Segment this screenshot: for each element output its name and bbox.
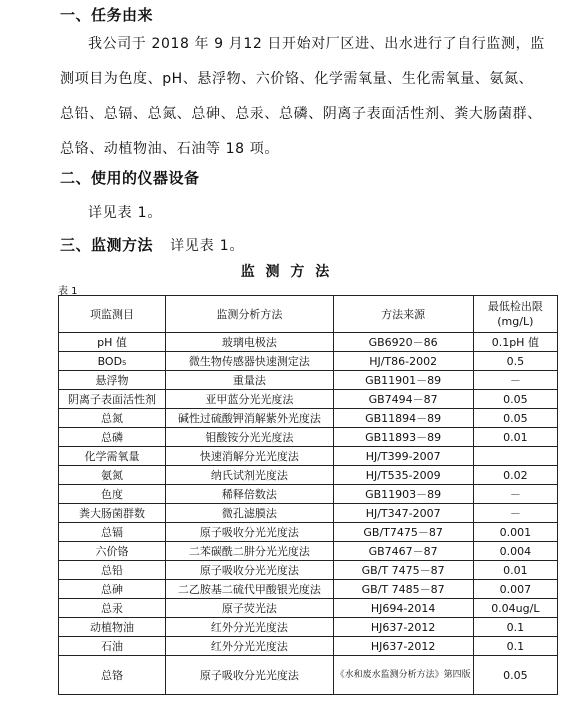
paragraph-line: 测项目为色度、pH、悬浮物、六价铬、化学需氧量、生化需氧量、氨氮、 bbox=[60, 71, 534, 87]
equipment-text: 详见表 1。 bbox=[88, 205, 163, 221]
cell-method: 碱性过硫酸钾消解紫外光度法 bbox=[166, 409, 334, 428]
paragraph-line: 总铅、总镉、总氮、总砷、总汞、总磷、阴离子表面活性剂、粪大肠菌群、 bbox=[60, 106, 542, 122]
cell-item: 总磷 bbox=[59, 428, 166, 447]
table-row bbox=[59, 637, 558, 656]
methods-text: 详见表 1。 bbox=[170, 238, 245, 254]
cell-method: 重量法 bbox=[166, 371, 334, 390]
header-item: 项监测目 bbox=[59, 296, 166, 333]
table-row bbox=[59, 409, 558, 428]
cell-limit: － bbox=[473, 485, 557, 504]
cell-limit: － bbox=[473, 371, 557, 390]
cell-limit: 0.05 bbox=[473, 409, 557, 428]
cell-item: 悬浮物 bbox=[59, 371, 166, 390]
cell-item: 总砷 bbox=[59, 580, 166, 599]
cell-method: 原子吸收分光光度法 bbox=[166, 656, 334, 695]
table-row bbox=[59, 466, 558, 485]
table-row bbox=[59, 618, 558, 637]
cell-method: 微生物传感器快速测定法 bbox=[166, 352, 334, 371]
cell-source: GB/T7475－87 bbox=[333, 523, 473, 542]
paragraph-line: 总铬、动植物油、石油等 18 项。 bbox=[60, 141, 279, 157]
cell-method: 原子吸收分光光度法 bbox=[166, 561, 334, 580]
cell-limit bbox=[473, 447, 557, 466]
cell-method: 原子吸收分光光度法 bbox=[166, 523, 334, 542]
cell-source: HJ694-2014 bbox=[333, 599, 473, 618]
cell-limit: 0.01 bbox=[473, 428, 557, 447]
cell-item: 粪大肠菌群数 bbox=[59, 504, 166, 523]
cell-source: GB11903－89 bbox=[333, 485, 473, 504]
section-heading-equipment: 二、使用的仪器设备 bbox=[60, 169, 200, 187]
table-row bbox=[59, 428, 558, 447]
cell-item: BOD₅ bbox=[59, 352, 166, 371]
table-caption: 表 1 bbox=[58, 286, 78, 297]
cell-source: 《水和废水监测分析方法》第四版 bbox=[333, 656, 473, 695]
cell-method: 快速消解分光光度法 bbox=[166, 447, 334, 466]
cell-method: 原子荧光法 bbox=[166, 599, 334, 618]
table-row bbox=[59, 333, 558, 352]
table-row bbox=[59, 656, 558, 695]
cell-item: 总镉 bbox=[59, 523, 166, 542]
cell-limit: 0.5 bbox=[473, 352, 557, 371]
table-row bbox=[59, 599, 558, 618]
cell-limit: 0.05 bbox=[473, 656, 557, 695]
cell-source: GB7467－87 bbox=[333, 542, 473, 561]
cell-item: 总铬 bbox=[59, 656, 166, 695]
table-body bbox=[59, 333, 558, 695]
section-monitoring-methods bbox=[60, 234, 244, 255]
cell-method: 玻璃电极法 bbox=[166, 333, 334, 352]
table-row bbox=[59, 447, 558, 466]
cell-source: HJ/T347-2007 bbox=[333, 504, 473, 523]
cell-limit: 0.05 bbox=[473, 390, 557, 409]
paragraph-line: 我公司于 2018 年 9 月12 日开始对厂区进、出水进行了自行监测，监 bbox=[88, 36, 545, 52]
cell-limit: 0.1pH 值 bbox=[473, 333, 557, 352]
cell-source: GB6920－86 bbox=[333, 333, 473, 352]
cell-method: 二苯碳酰二肼分光光度法 bbox=[166, 542, 334, 561]
cell-item: 色度 bbox=[59, 485, 166, 504]
table-title: 监 测 方 法 bbox=[240, 264, 333, 280]
cell-source: HJ/T399-2007 bbox=[333, 447, 473, 466]
cell-source: HJ637-2012 bbox=[333, 637, 473, 656]
cell-method: 红外分光光度法 bbox=[166, 637, 334, 656]
cell-method: 纳氏试剂光度法 bbox=[166, 466, 334, 485]
cell-source: HJ/T86-2002 bbox=[333, 352, 473, 371]
header-source: 方法来源 bbox=[333, 296, 473, 333]
cell-limit: 0.04ug/L bbox=[473, 599, 557, 618]
header-method: 监测分析方法 bbox=[166, 296, 334, 333]
header-detection-limit: 最低检出限 (mg/L) bbox=[473, 296, 557, 333]
table-row bbox=[59, 580, 558, 599]
cell-limit: － bbox=[473, 504, 557, 523]
cell-source: GB11901－89 bbox=[333, 371, 473, 390]
cell-source: GB11893－89 bbox=[333, 428, 473, 447]
section-paragraph-task-origin bbox=[60, 34, 560, 174]
table-row bbox=[59, 352, 558, 371]
cell-item: 氨氮 bbox=[59, 466, 166, 485]
cell-method: 亚甲蓝分光光度法 bbox=[166, 390, 334, 409]
table-row bbox=[59, 485, 558, 504]
table-row bbox=[59, 390, 558, 409]
cell-limit: 0.1 bbox=[473, 618, 557, 637]
cell-item: 阴离子表面活性剂 bbox=[59, 390, 166, 409]
cell-source: HJ637-2012 bbox=[333, 618, 473, 637]
cell-source: GB7494－87 bbox=[333, 390, 473, 409]
cell-limit: 0.007 bbox=[473, 580, 557, 599]
section-heading-task-origin: 一、任务由来 bbox=[60, 6, 154, 24]
cell-limit: 0.004 bbox=[473, 542, 557, 561]
cell-limit: 0.1 bbox=[473, 637, 557, 656]
cell-item: 总铅 bbox=[59, 561, 166, 580]
cell-limit: 0.01 bbox=[473, 561, 557, 580]
cell-method: 红外分光光度法 bbox=[166, 618, 334, 637]
cell-item: pH 值 bbox=[59, 333, 166, 352]
table-row bbox=[59, 561, 558, 580]
cell-item: 石油 bbox=[59, 637, 166, 656]
cell-source: GB11894－89 bbox=[333, 409, 473, 428]
cell-method: 微孔滤膜法 bbox=[166, 504, 334, 523]
methods-table bbox=[58, 295, 558, 695]
cell-item: 动植物油 bbox=[59, 618, 166, 637]
cell-method: 钼酸铵分光光度法 bbox=[166, 428, 334, 447]
table-header-row bbox=[59, 296, 558, 333]
table-row bbox=[59, 504, 558, 523]
cell-item: 化学需氧量 bbox=[59, 447, 166, 466]
cell-source: HJ/T535-2009 bbox=[333, 466, 473, 485]
section-heading-methods: 三、监测方法 bbox=[60, 236, 154, 254]
table-row bbox=[59, 523, 558, 542]
cell-method: 稀释倍数法 bbox=[166, 485, 334, 504]
cell-method: 二乙胺基二硫代甲酸银光度法 bbox=[166, 580, 334, 599]
cell-source: GB/T 7485－87 bbox=[333, 580, 473, 599]
cell-source: GB/T 7475－87 bbox=[333, 561, 473, 580]
table-row bbox=[59, 542, 558, 561]
cell-limit: 0.02 bbox=[473, 466, 557, 485]
cell-limit: 0.001 bbox=[473, 523, 557, 542]
cell-item: 总氮 bbox=[59, 409, 166, 428]
cell-item: 总汞 bbox=[59, 599, 166, 618]
table-row bbox=[59, 371, 558, 390]
cell-item: 六价铬 bbox=[59, 542, 166, 561]
